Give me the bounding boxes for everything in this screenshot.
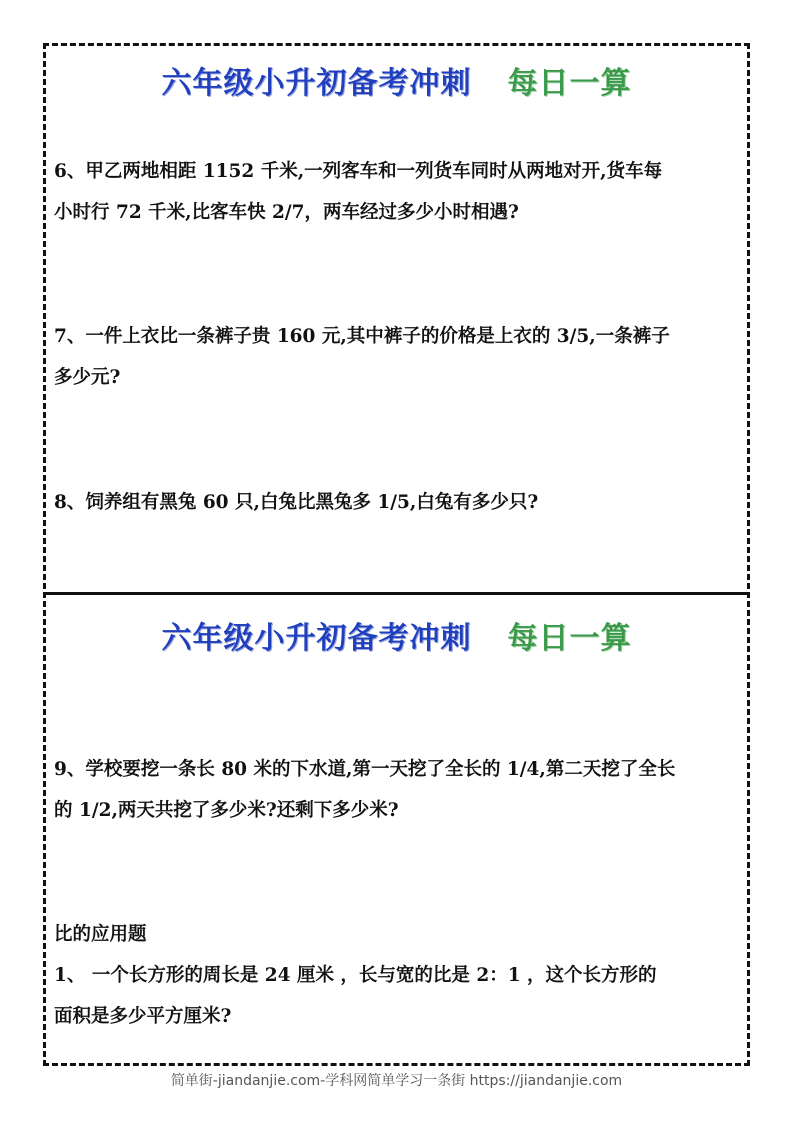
problem-7: [54, 316, 746, 398]
ratio-question-1-line-1: 1、 一个长方形的周长是 24 厘米 ，长与宽的比是 2：1 ，这个长方形的: [54, 965, 657, 986]
problem-9: [54, 749, 746, 831]
title-main: 六年级小升初备考冲刺: [161, 621, 472, 656]
title-main: 六年级小升初备考冲刺: [161, 66, 472, 101]
page-title-bottom: [43, 613, 750, 657]
problem-6-line-1: 6、甲乙两地相距 1152 千米,一列客车和一列货车同时从两地对开,货车每: [54, 161, 663, 182]
page-title-top: [43, 58, 750, 102]
problem-7-line-1: 7、一件上衣比一条裤子贵 160 元,其中裤子的价格是上衣的 3/5,一条裤子: [54, 326, 670, 347]
title-sub: 每日一算: [507, 621, 632, 656]
ratio-section: [54, 914, 746, 1037]
ratio-question-1-line-2: 面积是多少平方厘米?: [54, 1006, 232, 1027]
problem-8: [54, 482, 746, 523]
problem-9-line-1: 9、学校要挖一条长 80 米的下水道,第一天挖了全长的 1/4,第二天挖了全长: [54, 759, 676, 780]
ratio-section-heading: 比的应用题: [54, 924, 147, 945]
problem-6: [54, 151, 746, 233]
problem-6-line-2: 小时行 72 千米,比客车快 2/7，两车经过多少小时相遇?: [54, 202, 519, 223]
title-sub: 每日一算: [507, 66, 632, 101]
footer-watermark: 简单街-jiandanjie.com-学科网简单学习一条街 https://jiandanjie.com: [170, 1073, 623, 1089]
section-divider: [43, 592, 750, 595]
problem-7-line-2: 多少元?: [54, 367, 121, 388]
problem-9-line-2: 的 1/2,两天共挖了多少米?还剩下多少米?: [54, 800, 399, 821]
problem-8-line-1: 8、饲养组有黑兔 60 只,白兔比黑兔多 1/5,白兔有多少只?: [54, 492, 539, 513]
